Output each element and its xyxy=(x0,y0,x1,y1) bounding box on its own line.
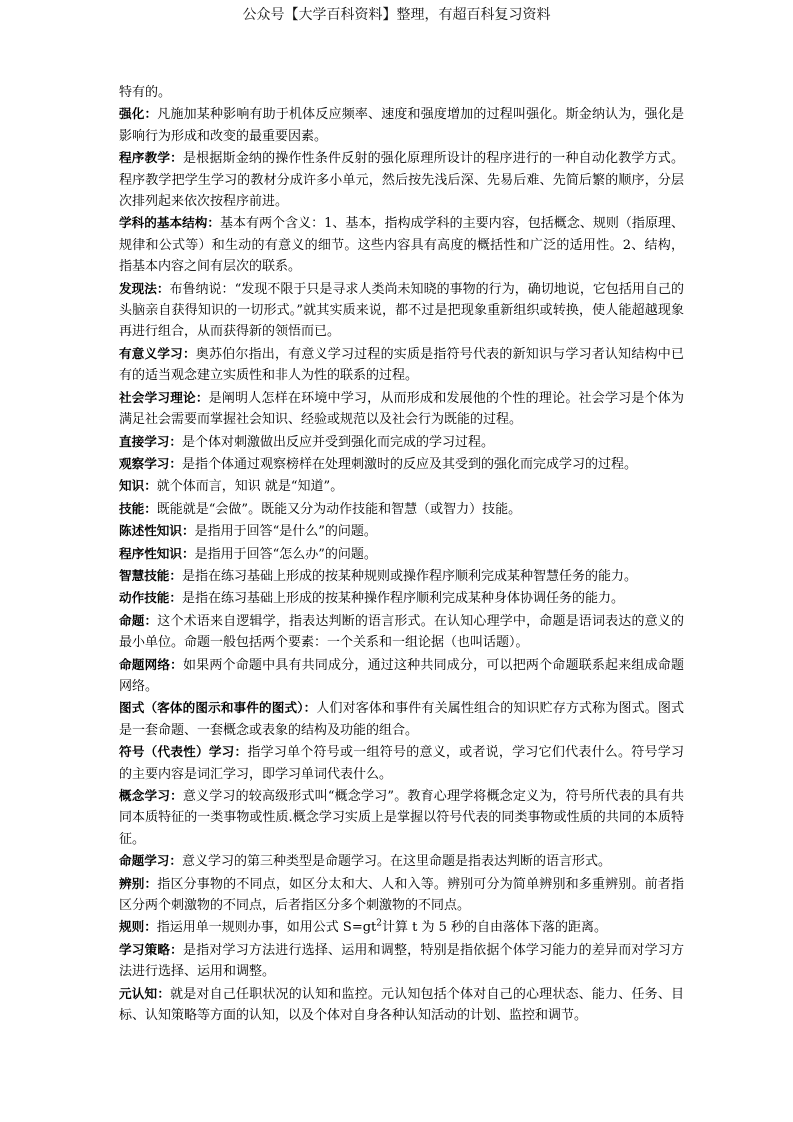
definition-text: 基本有两个含义：1、基本，指构成学科的主要内容，包括概念、规则（指原理、规律和公式等）和生动的有意义的细节。这些内容具有高度的概括性和广泛的适用性。2、结构，指基本内容之间有层次的联系。 xyxy=(119,216,684,275)
definition-text: 这个术语来自逻辑学，指表达判断的语言形式。在认知心理学中，命题是语词表达的意义的最小单位。命题一般包括两个要素：一个关系和一组论据（也叫话题）。 xyxy=(119,613,684,651)
definition-entry xyxy=(119,343,684,387)
definition-text: 指区分事物的不同点，如区分太和大、人和入等。辨别可分为简单辨别和多重辨别。前者指区分两个刺激物的不同点，后者指区分多个刺激物的不同点。 xyxy=(119,876,684,914)
definition-term: 规则： xyxy=(119,919,157,935)
definition-entry xyxy=(119,520,684,542)
definition-entry xyxy=(119,278,684,343)
definition-entry xyxy=(119,147,684,212)
definition-text: 是指对学习方法进行选择、运用和调整，特别是指依据个体学习能力的差异而对学习方法进行选择、运用和调整。 xyxy=(119,942,684,980)
document-body xyxy=(119,82,684,1026)
definition-term: 学科的基本结构： xyxy=(119,215,220,231)
definition-term: 发现法： xyxy=(119,280,170,296)
definition-text: 就个体而言，知识 就是“知道”。 xyxy=(156,479,344,495)
definition-term: 有意义学习： xyxy=(119,345,196,361)
definition-entry xyxy=(119,431,684,453)
definition-term: 陈述性知识： xyxy=(119,523,195,539)
definition-text: 是指在练习基础上形成的按某种操作程序顺利完成某种身体协调任务的能力。 xyxy=(181,591,624,607)
definition-term: 强化： xyxy=(119,106,158,122)
definition-text: 是指在练习基础上形成的按某种规则或操作程序顺利完成某种智慧任务的能力。 xyxy=(181,568,637,584)
definition-term: 知识： xyxy=(119,478,157,494)
definition-term: 符号（代表性）学习： xyxy=(119,744,248,760)
definition-term: 直接学习： xyxy=(119,433,182,449)
definition-entry xyxy=(119,916,684,938)
definition-term: 学习策略： xyxy=(119,941,183,957)
definition-text-tail: 计算 t 为 5 秒的自由落体下落的距离。 xyxy=(382,920,608,936)
intro-line: 特有的。 xyxy=(119,85,172,100)
definition-entry xyxy=(119,939,684,983)
definition-text: 是指个体通过观察榜样在处理刺激时的反应及其受到的强化而完成学习的过程。 xyxy=(181,456,637,472)
definition-text: 布鲁纳说：“发现不限于只是寻求人类尚未知晓的事物的行为，确切地说，它包括用自己的头脑亲自获得知识的一切形式。”就其实质来说，都不过是把现象重新组织或转换，使人能超越现象再进行组合，从而获得新的领悟而已。 xyxy=(119,281,684,340)
definition-entry xyxy=(119,453,684,475)
definition-term: 概念学习： xyxy=(119,788,183,803)
definition-text: 奥苏伯尔指出，有意义学习过程的实质是指符号代表的新知识与学习者认知结构中已有的适当观念建立实质性和非人为性的联系的过程。 xyxy=(119,346,684,384)
definition-entry xyxy=(119,697,684,741)
definition-entry xyxy=(119,873,684,917)
definition-entry xyxy=(119,212,684,277)
definition-term: 社会学习理论： xyxy=(119,389,209,405)
definition-term: 元认知： xyxy=(119,985,171,1001)
definition-entry xyxy=(119,610,684,654)
definition-text: 意义学习的第三种类型是命题学习。在这里命题是指表达判断的语言形式。 xyxy=(181,854,611,870)
definition-entry xyxy=(119,475,684,497)
definition-text: 是根据斯金纳的操作性条件反射的强化原理所设计的程序进行的一种自动化教学方式。程序教学把学生学习的教材分成许多小单元，然后按先浅后深、先易后难、先简后繁的顺序，分层次排列起来依次按程序前进。 xyxy=(119,151,684,210)
definition-term: 命题网络： xyxy=(119,656,183,672)
definition-term: 观察学习： xyxy=(119,455,182,471)
definition-entry xyxy=(119,654,684,698)
definition-text: 是阐明人怎样在环境中学习，从而形成和发展他的个性的理论。社会学习是个体为满足社会需要而掌握社会知识、经验或规范以及社会行为既能的过程。 xyxy=(119,390,684,428)
definition-text: 就是对自己任职状况的认知和监控。元认知包括个体对自己的心理状态、能力、任务、目标、认知策略等方面的认知，以及个体对自身各种认知活动的计划、监控和调节。 xyxy=(119,986,684,1024)
definition-text: 指运用单一规则办事，如用公式 S=gt xyxy=(156,920,377,936)
definition-term: 技能： xyxy=(119,500,157,516)
definition-entry xyxy=(119,565,684,587)
definition-term: 辨别： xyxy=(119,875,158,891)
definition-entry xyxy=(119,543,684,565)
definition-entry xyxy=(119,498,684,520)
definition-term: 程序性知识： xyxy=(119,545,195,561)
definition-entry xyxy=(119,587,684,609)
definition-text: 意义学习的较高级形式叫“概念学习”。教育心理学将概念定义为，符号所代表的具有共同本质特征的一类事物或性质.概念学习实质上是掌握以符号代表的同类事物或性质的共同的本质特征。 xyxy=(119,789,685,847)
definition-text: 指学习单个符号或一组符号的意义，或者说，学习它们代表什么。符号学习的主要内容是词汇学习，即学习单词代表什么。 xyxy=(119,745,684,782)
definition-text: 是指用于回答“是什么”的问题。 xyxy=(194,524,377,540)
definition-term: 命题： xyxy=(119,612,158,628)
definition-entry xyxy=(119,850,684,872)
page-header: 公众号【大学百科资料】整理，有超百科复习资料 xyxy=(242,7,551,23)
definition-term: 图式（客体的图示和事件的图式）： xyxy=(119,700,317,716)
definition-text: 既能就是“会做”。既能又分为动作技能和智慧（或智力）技能。 xyxy=(156,501,522,517)
definition-entry xyxy=(119,387,684,431)
definition-text: 是个体对刺激做出反应并受到强化而完成的学习过程。 xyxy=(181,434,494,450)
superscript-exponent: 2 xyxy=(376,919,382,930)
definition-entry xyxy=(119,983,684,1027)
definition-entry xyxy=(119,103,684,147)
definition-entry xyxy=(119,741,684,785)
definition-term: 动作技能： xyxy=(119,590,182,606)
definition-term: 智慧技能： xyxy=(119,567,182,583)
definition-text: 人们对客体和事件有关属性组合的知识贮存方式称为图式。图式是一套命题、一套概念或表象的结构及功能的组合。 xyxy=(119,701,684,738)
definition-term: 程序教学： xyxy=(119,150,183,166)
definition-text: 如果两个命题中具有共同成分，通过这种共同成分，可以把两个命题联系起来组成命题网络。 xyxy=(119,657,684,694)
definition-term: 命题学习： xyxy=(119,853,182,869)
definition-entry xyxy=(119,785,684,850)
definition-text: 是指用于回答“怎么办”的问题。 xyxy=(194,546,377,562)
definition-text: 凡施加某种影响有助于机体反应频率、速度和强度增加的过程叫强化。斯金纳认为，强化是影响行为形成和改变的最重要因素。 xyxy=(119,107,684,144)
